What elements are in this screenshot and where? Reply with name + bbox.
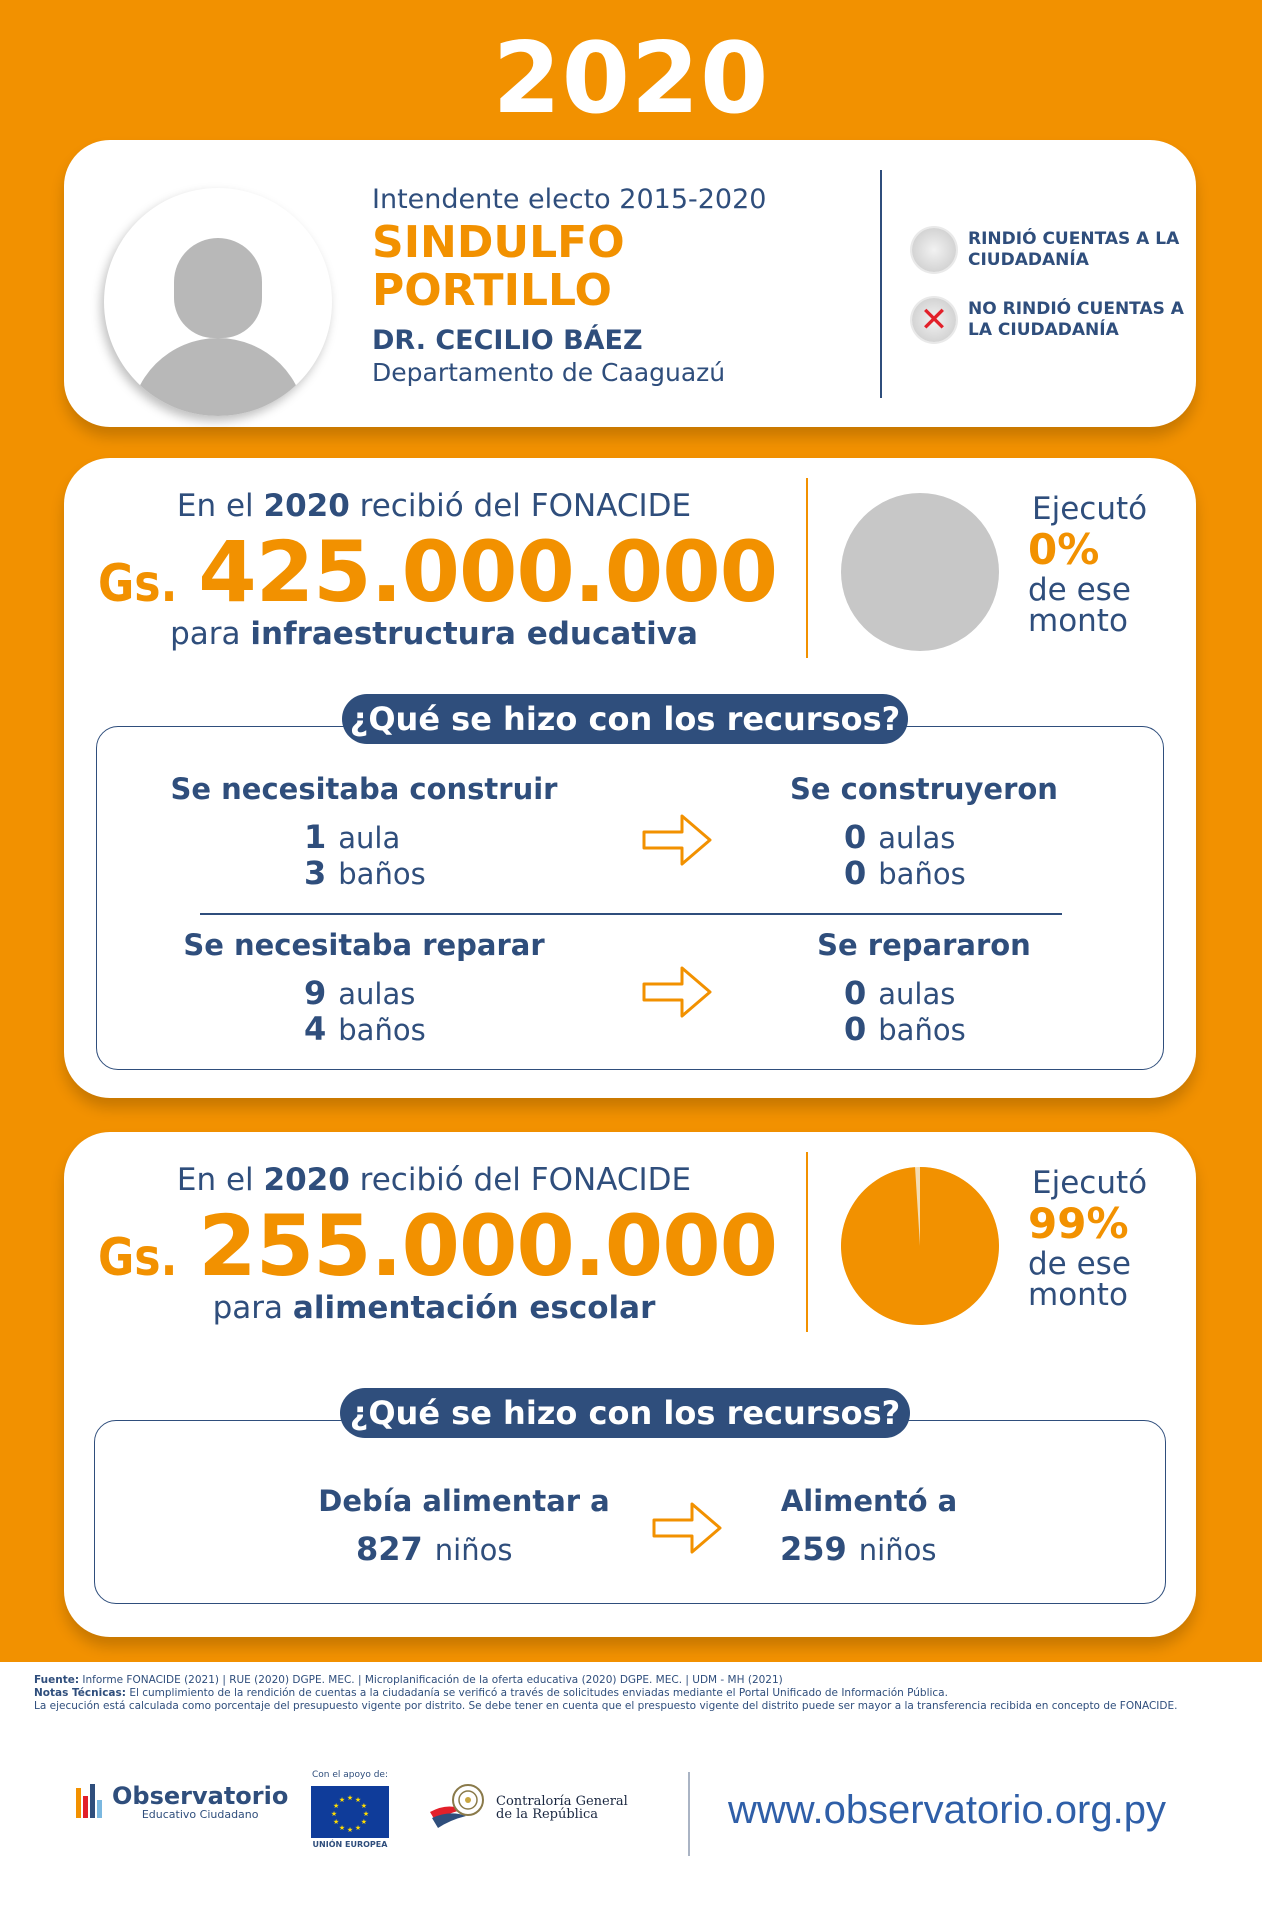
repaired-row: 0 baños	[844, 1010, 966, 1048]
eu-star-icon: ★	[362, 1810, 370, 1818]
repair-needed-row: 4 baños	[304, 1010, 426, 1048]
exec-tail: monto	[1028, 1277, 1128, 1313]
infra-question-pill: ¿Qué se hizo con los recursos?	[342, 694, 908, 744]
infra-currency: Gs.	[97, 554, 178, 614]
food-exec-percent: 99%	[1028, 1199, 1129, 1248]
should-feed-count: 827 niños	[356, 1530, 513, 1568]
mayor-name-line1: SINDULFO	[372, 217, 625, 268]
observatorio-subtitle: Educativo Ciudadano	[141, 1808, 259, 1821]
eu-star-icon: ★	[333, 1802, 340, 1810]
eu-star-icon: ★	[346, 1826, 354, 1834]
eu-star-icon: ★	[354, 1823, 362, 1832]
avatar-body-silhouette	[130, 338, 306, 416]
food-funding	[94, 1162, 778, 1326]
divider	[880, 170, 882, 398]
eu-star-icon: ★	[338, 1823, 346, 1832]
build-needed-title: Se necesitaba construir	[170, 772, 558, 806]
legend-not-rendered	[912, 298, 1188, 342]
observatorio-name: Observatorio	[112, 1782, 289, 1810]
infra-execution	[1028, 491, 1148, 639]
repaired-row: 0 aulas	[844, 974, 956, 1012]
year-title: 2020	[492, 22, 770, 136]
eu-support-label: Con el apoyo de:	[312, 1770, 388, 1780]
eu-star-icon: ★	[346, 1794, 354, 1802]
divider	[806, 1152, 808, 1332]
food-pie-executed	[841, 1167, 999, 1325]
built-row: 0 baños	[844, 854, 966, 892]
food-question-pill: ¿Qué se hizo con los recursos?	[340, 1388, 910, 1438]
exec-tail: monto	[1028, 603, 1128, 639]
exec-tail: de ese	[1028, 1246, 1131, 1282]
infra-exec-percent: 0%	[1028, 525, 1100, 574]
website-link[interactable]: www.observatorio.org.py	[728, 1788, 1166, 1832]
avatar-head-silhouette	[174, 238, 262, 338]
eu-label: UNIÓN EUROPEA	[312, 1840, 388, 1849]
built-row: 0 aulas	[844, 818, 956, 856]
infra-amount-value: 425.000.000	[198, 523, 778, 621]
eu-logo	[310, 1770, 390, 1849]
eu-star-icon: ★	[360, 1802, 367, 1810]
avatar	[104, 188, 332, 416]
contraloria-line2: de la República	[496, 1807, 599, 1822]
infrastructure-card	[64, 458, 1196, 1098]
food-received-line: En el 2020 recibió del FONACIDE	[176, 1162, 692, 1198]
legend-rendered-label: RINDIÓ CUENTAS A LA CIUDADANÍA	[968, 229, 1180, 270]
arrow-right-icon	[640, 962, 714, 1022]
infra-purpose: para infraestructura educativa	[170, 616, 698, 652]
rendered-circle-icon	[912, 228, 956, 272]
fed-count: 259 niños	[780, 1530, 937, 1568]
food-amount-value: 255.000.000	[198, 1197, 778, 1295]
mayor-role: Intendente electo 2015-2020	[372, 184, 767, 215]
eu-star-icon: ★	[330, 1810, 338, 1818]
repair-needed-row: 9 aulas	[304, 974, 416, 1012]
should-feed-title: Debía alimentar a	[318, 1484, 610, 1518]
infra-received-line: En el 2020 recibió del FONACIDE	[176, 488, 692, 524]
build-needed-row: 1 aula	[304, 818, 401, 856]
profile-text	[372, 184, 812, 387]
infra-amount	[94, 523, 778, 621]
arrow-right-icon	[650, 1498, 724, 1558]
mayor-name-line2: PORTILLO	[372, 265, 612, 316]
school-food-card	[64, 1132, 1196, 1637]
eu-flag-icon	[311, 1786, 389, 1838]
eu-star-icon: ★	[360, 1818, 367, 1826]
exec-label: Ejecutó	[1032, 491, 1148, 527]
exec-label: Ejecutó	[1032, 1165, 1148, 1201]
contraloria-line1: Contraloría General	[496, 1794, 628, 1809]
food-execution	[1028, 1165, 1148, 1313]
divider	[688, 1772, 690, 1856]
profile-card	[64, 140, 1196, 427]
legend-not-rendered-label: NO RINDIÓ CUENTAS A LA CIUDADANÍA	[968, 299, 1184, 340]
arrow-right-icon	[640, 810, 714, 870]
divider	[806, 478, 808, 658]
food-amount	[94, 1197, 778, 1295]
food-execution-pie	[840, 1166, 1000, 1326]
footer-notes: Fuente: Informe FONACIDE (2021) | RUE (2020) DGPE. MEC. | Microplanificación de la oferta educativa (2020) DGPE. MEC. | UDM - MH (2021) Notas Técnicas: El cumplimiento de la rendición de cuentas a la ciudadanía se verificó a través de solicitudes enviadas mediante el Portal Unificado de Información Pública. La ejecución está calculada como porcentaje del presupuesto vigente por distrito. Se debe tener en cuenta que el prespuesto vigente del distrito puede ser mayor a la transferencia recibida en concepto de FONACIDE.	[34, 1674, 1178, 1712]
repair-needed-title: Se necesitaba reparar	[183, 928, 545, 962]
observatorio-logo	[76, 1784, 288, 1821]
eu-star-icon: ★	[338, 1796, 346, 1805]
food-currency: Gs.	[97, 1228, 178, 1288]
department-name: Departamento de Caaguazú	[372, 358, 726, 387]
eu-star-icon: ★	[354, 1796, 362, 1805]
infra-execution-pie	[840, 492, 1000, 652]
repaired-title: Se repararon	[817, 928, 1031, 962]
infra-funding	[94, 488, 778, 652]
food-purpose: para alimentación escolar	[212, 1290, 656, 1326]
contraloria-logo	[428, 1782, 628, 1834]
built-title: Se construyeron	[790, 772, 1058, 806]
contraloria-seal-icon	[428, 1782, 490, 1834]
eu-star-icon: ★	[333, 1818, 340, 1826]
row-separator	[200, 913, 1062, 915]
exec-tail: de ese	[1028, 572, 1131, 608]
district-name: DR. CECILIO BÁEZ	[372, 325, 643, 356]
observatorio-bars-icon	[76, 1784, 104, 1818]
infra-pie-remaining	[841, 493, 999, 651]
fed-title: Alimentó a	[780, 1484, 958, 1518]
legend-rendered	[912, 228, 1188, 272]
build-needed-row: 3 baños	[304, 854, 426, 892]
not-rendered-x-icon: ✕	[912, 298, 956, 342]
